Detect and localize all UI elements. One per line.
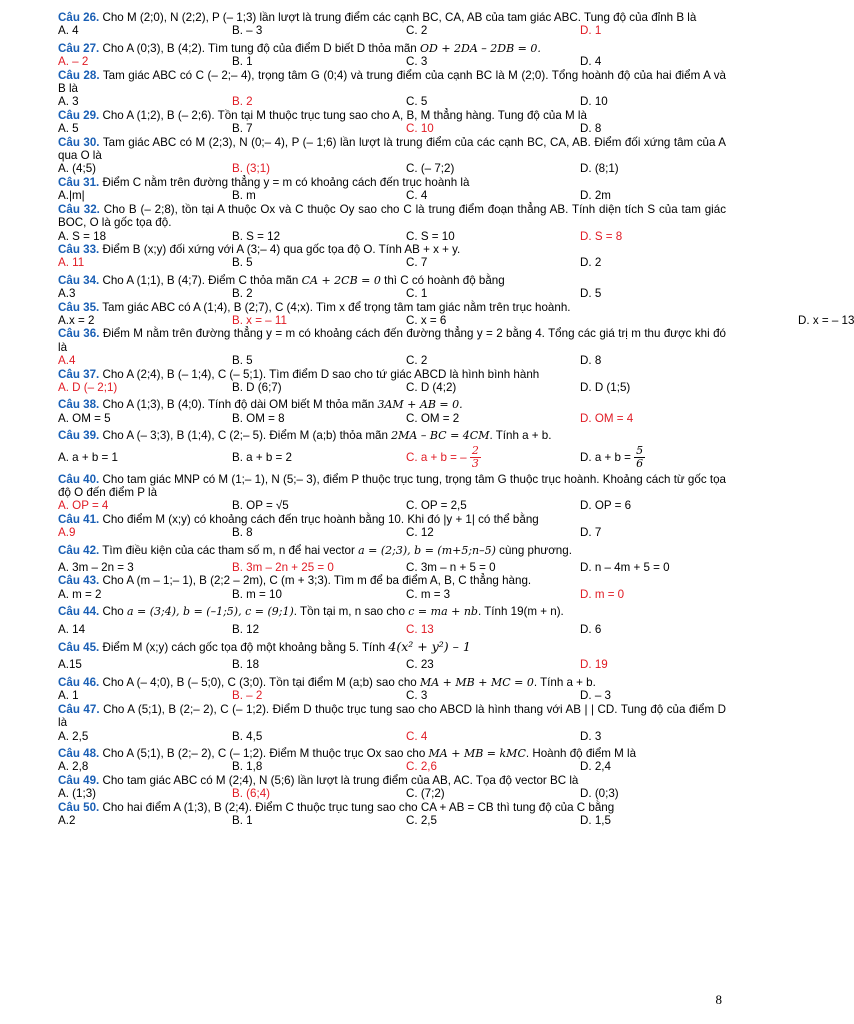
option-d: D. D (1;5) xyxy=(580,380,631,394)
option-d: D. 4 xyxy=(580,55,602,69)
option-b: B. 1 xyxy=(232,55,253,69)
option-b-correct: B. (3;1) xyxy=(232,162,271,176)
question-text: Cho B (– 2;8), tồn tại A thuộc Ox và C thuộc Oy sao cho C là trung điểm đoạn thẳng AB. Tính diện tích S của tam giác BOC, O là gốc tọa độ. xyxy=(58,202,726,230)
option-b: B. 18 xyxy=(232,658,260,672)
options-50 xyxy=(58,814,726,827)
question-text: Điểm C nằm trên đường thẳng y = m có khoảng cách đến trục hoành là xyxy=(102,175,470,189)
option-b: B. 5 xyxy=(232,256,253,270)
question-number: Câu 38. xyxy=(58,398,100,412)
option-a: A. 5 xyxy=(58,122,79,136)
question-text: Cho A (– 3;3), B (1;4), C (2;– 5). Điểm M (a;b) thỏa mãn xyxy=(102,429,388,443)
question-48 xyxy=(58,747,726,760)
question-42 xyxy=(58,544,726,557)
question-text: Cho A (– 4;0), B (– 5;0), C (3;0). Tồn tại điểm M (a;b) sao cho xyxy=(102,675,417,689)
option-c: C. 2 xyxy=(406,354,428,368)
question-text: Điểm M (x;y) cách gốc tọa độ một khoảng bằng 5. Tính xyxy=(102,641,386,655)
option-a: A. 2,8 xyxy=(58,760,89,774)
question-text: Cho tam giác ABC có M (2;4), N (5;6) lần lượt là trung điểm của AB, AC. Tọa độ vector BC là xyxy=(102,773,579,787)
option-c: C. 4 xyxy=(406,189,428,203)
question-number: Câu 27. xyxy=(58,41,100,55)
question-number: Câu 48. xyxy=(58,746,100,760)
question-32 xyxy=(58,203,726,230)
option-d-correct: D. m = 0 xyxy=(580,587,625,601)
option-c: C. 12 xyxy=(406,526,434,540)
option-d: D. x = – 13 xyxy=(798,313,854,327)
option-d: D. 2 xyxy=(580,256,602,270)
question-text-tail: . Tính a + b. xyxy=(489,429,552,443)
question-29 xyxy=(58,109,726,122)
option-c: C. S = 10 xyxy=(406,229,455,243)
question-43 xyxy=(58,574,726,587)
question-text-tail: . Tính 19(m + n). xyxy=(477,605,564,619)
question-27 xyxy=(58,42,726,55)
question-46 xyxy=(58,676,726,689)
option-c: C. 3m – n + 5 = 0 xyxy=(406,561,496,575)
options-30 xyxy=(58,162,726,175)
option-d xyxy=(580,443,754,473)
option-b: B. OP = √5 xyxy=(232,499,289,513)
question-number: Câu 35. xyxy=(58,300,100,314)
options-41 xyxy=(58,526,726,539)
options-48 xyxy=(58,760,726,773)
option-d: D. n – 4m + 5 = 0 xyxy=(580,561,670,575)
option-a: A. 4 xyxy=(58,24,79,38)
options-31 xyxy=(58,189,726,202)
option-b: B. m xyxy=(232,189,256,203)
options-28 xyxy=(58,95,726,108)
option-b: B. a + b = 2 xyxy=(232,450,292,464)
option-c: C. 7 xyxy=(406,256,428,270)
option-c: C. OP = 2,5 xyxy=(406,499,467,513)
option-b: B. 1 xyxy=(232,813,253,827)
options-35 xyxy=(58,313,854,327)
question-35 xyxy=(58,301,726,314)
option-d: D. OP = 6 xyxy=(580,499,632,513)
question-number: Câu 30. xyxy=(58,135,100,149)
question-number: Câu 32. xyxy=(58,202,100,216)
question-31 xyxy=(58,176,726,189)
option-b-correct: B. x = – 11 xyxy=(232,313,287,327)
question-text: Tìm điều kiện của các tham số m, n để hai vector xyxy=(102,543,355,557)
question-text-tail: . Hoành độ điểm M là xyxy=(525,746,637,760)
option-c: C. 2 xyxy=(406,24,428,38)
question-number: Câu 49. xyxy=(58,773,100,787)
option-a: A.|m| xyxy=(58,189,85,203)
question-text: Cho xyxy=(102,605,124,619)
option-b: B. S = 12 xyxy=(232,229,281,243)
options-26 xyxy=(58,24,726,37)
question-49 xyxy=(58,774,726,787)
question-text: Tam giác ABC có C (– 2;– 4), trọng tâm G (0;4) và trung điểm của cạnh BC là M (2;0). Tổng hoành độ của hai điểm A và B là xyxy=(58,68,726,96)
denominator: 3 xyxy=(471,457,479,471)
option-b: B. 8 xyxy=(232,526,253,540)
option-c: C. 3 xyxy=(406,689,428,703)
question-text: Cho M (2;0), N (2;2), P (– 1;3) lần lượt là trung điểm các cạnh BC, CA, AB của tam giác ABC. Tung độ của đỉnh B là xyxy=(102,11,697,24)
question-text: Cho A (m – 1;– 1), B (2;2 – 2m), C (m + 3;3). Tìm m để ba điểm A, B, C thẳng hàng. xyxy=(102,574,532,588)
option-a: A. (4;5) xyxy=(58,162,97,176)
fraction xyxy=(470,445,481,470)
option-a-correct: A. 11 xyxy=(58,256,85,270)
option-d: D. 10 xyxy=(580,95,608,109)
question-28 xyxy=(58,69,726,96)
question-text-tail: thì C có hoành độ bằng xyxy=(384,273,505,287)
question-number: Câu 37. xyxy=(58,367,100,381)
question-number: Câu 26. xyxy=(58,11,100,24)
option-c: C. D (4;2) xyxy=(406,380,457,394)
vector-equation: MA + MB = kMC xyxy=(428,746,526,760)
options-37 xyxy=(58,381,726,394)
options-29 xyxy=(58,122,726,135)
options-46 xyxy=(58,689,726,702)
option-c: C. 1 xyxy=(406,287,428,301)
option-a-correct: A.4 xyxy=(58,354,76,368)
question-number: Câu 50. xyxy=(58,800,100,814)
option-b-correct: B. – 2 xyxy=(232,689,263,703)
question-number: Câu 31. xyxy=(58,175,100,189)
question-number: Câu 39. xyxy=(58,429,100,443)
question-40 xyxy=(58,473,726,500)
option-a: A. 3 xyxy=(58,95,79,109)
option-d: D. 6 xyxy=(580,622,602,636)
options-27 xyxy=(58,55,726,68)
options-36 xyxy=(58,354,726,367)
option-a: A. 3m – 2n = 3 xyxy=(58,561,134,575)
question-text-tail: . Tính a + b. xyxy=(533,675,596,689)
question-text: Cho A (1;2), B (– 2;6). Tồn tại M thuộc trục tung sao cho A, B, M thẳng hàng. Tung độ của M là xyxy=(102,108,587,122)
question-text: Tam giác ABC có M (2;3), N (0;– 4), P (– 1;6) lần lượt là trung điểm của các cạnh BC, CA, AB. Điểm đối xứng tâm của A qua O là xyxy=(58,135,726,163)
question-text: Cho A (1;3), B (4;0). Tính độ dài OM biết M thỏa mãn xyxy=(102,398,375,412)
question-text: Cho A (5;1), B (2;– 2), C (– 1;2). Điểm M thuộc trục Ox sao cho xyxy=(102,746,426,760)
question-34 xyxy=(58,274,726,287)
question-number: Câu 28. xyxy=(58,68,100,82)
question-36 xyxy=(58,327,726,354)
question-39 xyxy=(58,429,726,442)
option-c: C. 3 xyxy=(406,55,428,69)
question-37 xyxy=(58,368,726,381)
option-a: A.15 xyxy=(58,658,82,672)
question-text: Điểm M nằm trên đường thẳng y = m có khoảng cách đến đường thẳng y = 2 bằng 4. Tổng các giá trị m thu được khi đó là xyxy=(58,327,726,354)
vector-equation: OD + 2DA – 2DB = 0. xyxy=(419,41,541,55)
option-d: D. 1,5 xyxy=(580,813,611,827)
option-a: A.3 xyxy=(58,287,76,301)
denominator: 6 xyxy=(636,457,644,471)
question-number: Câu 29. xyxy=(58,108,100,122)
option-a: A. a + b = 1 xyxy=(58,450,118,464)
option-c-correct: C. 10 xyxy=(406,122,434,136)
option-d-prefix: D. a + b = xyxy=(580,450,631,464)
vector-equation: c = ma + nb xyxy=(408,605,478,619)
option-a: A. OM = 5 xyxy=(58,411,111,425)
options-34 xyxy=(58,287,726,300)
option-b: B. OM = 8 xyxy=(232,411,285,425)
question-text: Cho hai điểm A (1;3), B (2;4). Điểm C thuộc trục tung sao cho CA + AB = CB thì tung độ của C bằng xyxy=(102,800,615,814)
option-b: B. 1,8 xyxy=(232,760,263,774)
option-b: B. 7 xyxy=(232,122,253,136)
option-d: D. (8;1) xyxy=(580,162,619,176)
option-c-correct xyxy=(406,443,580,473)
option-d-correct: D. 1 xyxy=(580,24,602,38)
option-a: A.x = 2 xyxy=(58,313,95,327)
option-b: B. 5 xyxy=(232,354,253,368)
option-b-correct: B. 3m – 2n + 25 = 0 xyxy=(232,561,334,575)
option-b: B. 4,5 xyxy=(232,729,263,743)
question-sheet xyxy=(58,11,854,827)
option-c: C. m = 3 xyxy=(406,587,451,601)
question-30 xyxy=(58,136,726,163)
question-text-tail: cùng phương. xyxy=(499,543,572,557)
options-42 xyxy=(58,561,726,574)
question-44 xyxy=(58,605,726,618)
question-number: Câu 46. xyxy=(58,675,100,689)
option-d: D. 7 xyxy=(580,526,602,540)
option-c: C. OM = 2 xyxy=(406,411,460,425)
option-d: D. 8 xyxy=(580,354,602,368)
option-a: A. (1;3) xyxy=(58,787,97,801)
question-number: Câu 34. xyxy=(58,273,100,287)
option-a-correct: A. D (– 2;1) xyxy=(58,380,118,394)
option-b: B. 2 xyxy=(232,287,253,301)
option-c: C. 2,5 xyxy=(406,813,437,827)
vector-triple: a = (3;4), b = (–1;5), c = (9;1) xyxy=(127,605,294,619)
options-39 xyxy=(58,443,726,473)
option-b: B. – 3 xyxy=(232,24,263,38)
question-47 xyxy=(58,703,726,730)
question-number: Câu 45. xyxy=(58,641,100,655)
question-text-mid: . Tồn tại m, n sao cho xyxy=(293,605,406,619)
option-b: B. 12 xyxy=(232,622,260,636)
option-b: B. m = 10 xyxy=(232,587,282,601)
option-c: C. 5 xyxy=(406,95,428,109)
option-c: C. x = 6 xyxy=(406,313,447,327)
options-43 xyxy=(58,588,726,601)
question-text: Tam giác ABC có A (1;4), B (2;7), C (4;x). Tìm x để trọng tâm tam giác nằm trên trục hoành. xyxy=(102,300,571,314)
question-number: Câu 41. xyxy=(58,512,100,526)
question-number: Câu 40. xyxy=(58,472,100,486)
fraction xyxy=(634,445,645,470)
question-number: Câu 36. xyxy=(58,327,100,341)
option-c: C. 23 xyxy=(406,658,434,672)
question-number: Câu 47. xyxy=(58,702,100,716)
page-number: 8 xyxy=(715,992,722,1007)
option-a: A.2 xyxy=(58,813,76,827)
expression: 4(x² + y²) – 1 xyxy=(388,639,471,655)
options-33 xyxy=(58,256,726,269)
options-45 xyxy=(58,658,726,671)
vector-equation: 2MA – BC = 4CM xyxy=(391,429,490,443)
option-d: D. 2,4 xyxy=(580,760,611,774)
option-a: A. m = 2 xyxy=(58,587,102,601)
options-40 xyxy=(58,499,726,512)
option-a-correct: A. OP = 4 xyxy=(58,499,109,513)
options-32 xyxy=(58,230,726,243)
option-b-correct: B. (6;4) xyxy=(232,787,271,801)
question-text: Cho A (5;1), B (2;– 2), C (– 1;2). Điểm D thuộc trục tung sao cho ABCD là hình thang với AB | | CD. Tung độ của điểm D là xyxy=(58,702,726,730)
option-d: D. – 3 xyxy=(580,689,611,703)
options-49 xyxy=(58,787,726,800)
option-b: B. D (6;7) xyxy=(232,380,282,394)
question-text: Cho A (1;1), B (4;7). Điểm C thỏa mãn xyxy=(102,273,299,287)
option-d-correct: D. S = 8 xyxy=(580,229,623,243)
vector-pair: a = (2;3), b = (m+5;n–5) xyxy=(358,543,496,557)
question-text: Cho điểm M (x;y) có khoảng cách đến trục hoành bằng 10. Khi đó |y + 1| có thể bằng xyxy=(102,512,539,526)
question-text: Cho A (2;4), B (– 1;4), C (– 5;1). Tìm điểm D sao cho tứ giác ABCD là hình bình hành xyxy=(102,367,540,381)
option-c-prefix: C. a + b = – xyxy=(406,450,467,464)
question-number: Câu 33. xyxy=(58,242,100,256)
vector-equation: 3AM + AB = 0. xyxy=(377,398,463,412)
option-c-correct: C. 13 xyxy=(406,622,434,636)
question-text: Cho tam giác MNP có M (1;– 1), N (5;– 3), điểm P thuộc trục tung, trọng tâm G thuộc trục hoành. Khoảng cách từ gốc tọa độ O đến điểm P là xyxy=(58,472,726,499)
vector-equation: CA + 2CB = 0 xyxy=(301,273,381,287)
question-45 xyxy=(58,640,726,654)
option-a: A. S = 18 xyxy=(58,229,107,243)
option-d: D. 2m xyxy=(580,189,611,203)
question-text: Cho A (0;3), B (4;2). Tìm tung độ của điểm D biết D thỏa mãn xyxy=(102,41,417,55)
option-a-correct: A.9 xyxy=(58,526,76,540)
vector-equation: MA + MB + MC = 0 xyxy=(419,675,534,689)
question-number: Câu 43. xyxy=(58,574,100,588)
option-c: C. (– 7;2) xyxy=(406,162,455,176)
question-number: Câu 42. xyxy=(58,543,100,557)
option-a: A. 14 xyxy=(58,622,86,636)
question-41 xyxy=(58,513,726,526)
options-47 xyxy=(58,730,726,743)
option-d-correct: D. OM = 4 xyxy=(580,411,634,425)
question-26 xyxy=(58,11,726,24)
question-text: Điểm B (x;y) đối xứng với A (3;– 4) qua gốc tọa độ O. Tính AB + x + y. xyxy=(102,242,461,256)
question-33 xyxy=(58,243,726,256)
option-b-correct: B. 2 xyxy=(232,95,253,109)
option-a: A. 2,5 xyxy=(58,729,89,743)
question-number: Câu 44. xyxy=(58,605,100,619)
numerator: 5 xyxy=(636,444,644,458)
option-c-correct: C. 4 xyxy=(406,729,428,743)
option-d: D. (0;3) xyxy=(580,787,619,801)
option-d: D. 8 xyxy=(580,122,602,136)
option-d: D. 3 xyxy=(580,729,602,743)
question-38 xyxy=(58,398,726,411)
option-c-correct: C. 2,6 xyxy=(406,760,437,774)
option-c: C. (7;2) xyxy=(406,787,445,801)
numerator: 2 xyxy=(471,444,479,458)
options-44 xyxy=(58,623,726,636)
option-d-correct: D. 19 xyxy=(580,658,608,672)
option-d: D. 5 xyxy=(580,287,602,301)
options-38 xyxy=(58,412,726,425)
option-a-correct: A. – 2 xyxy=(58,55,89,69)
question-50 xyxy=(58,801,726,814)
option-a: A. 1 xyxy=(58,689,79,703)
